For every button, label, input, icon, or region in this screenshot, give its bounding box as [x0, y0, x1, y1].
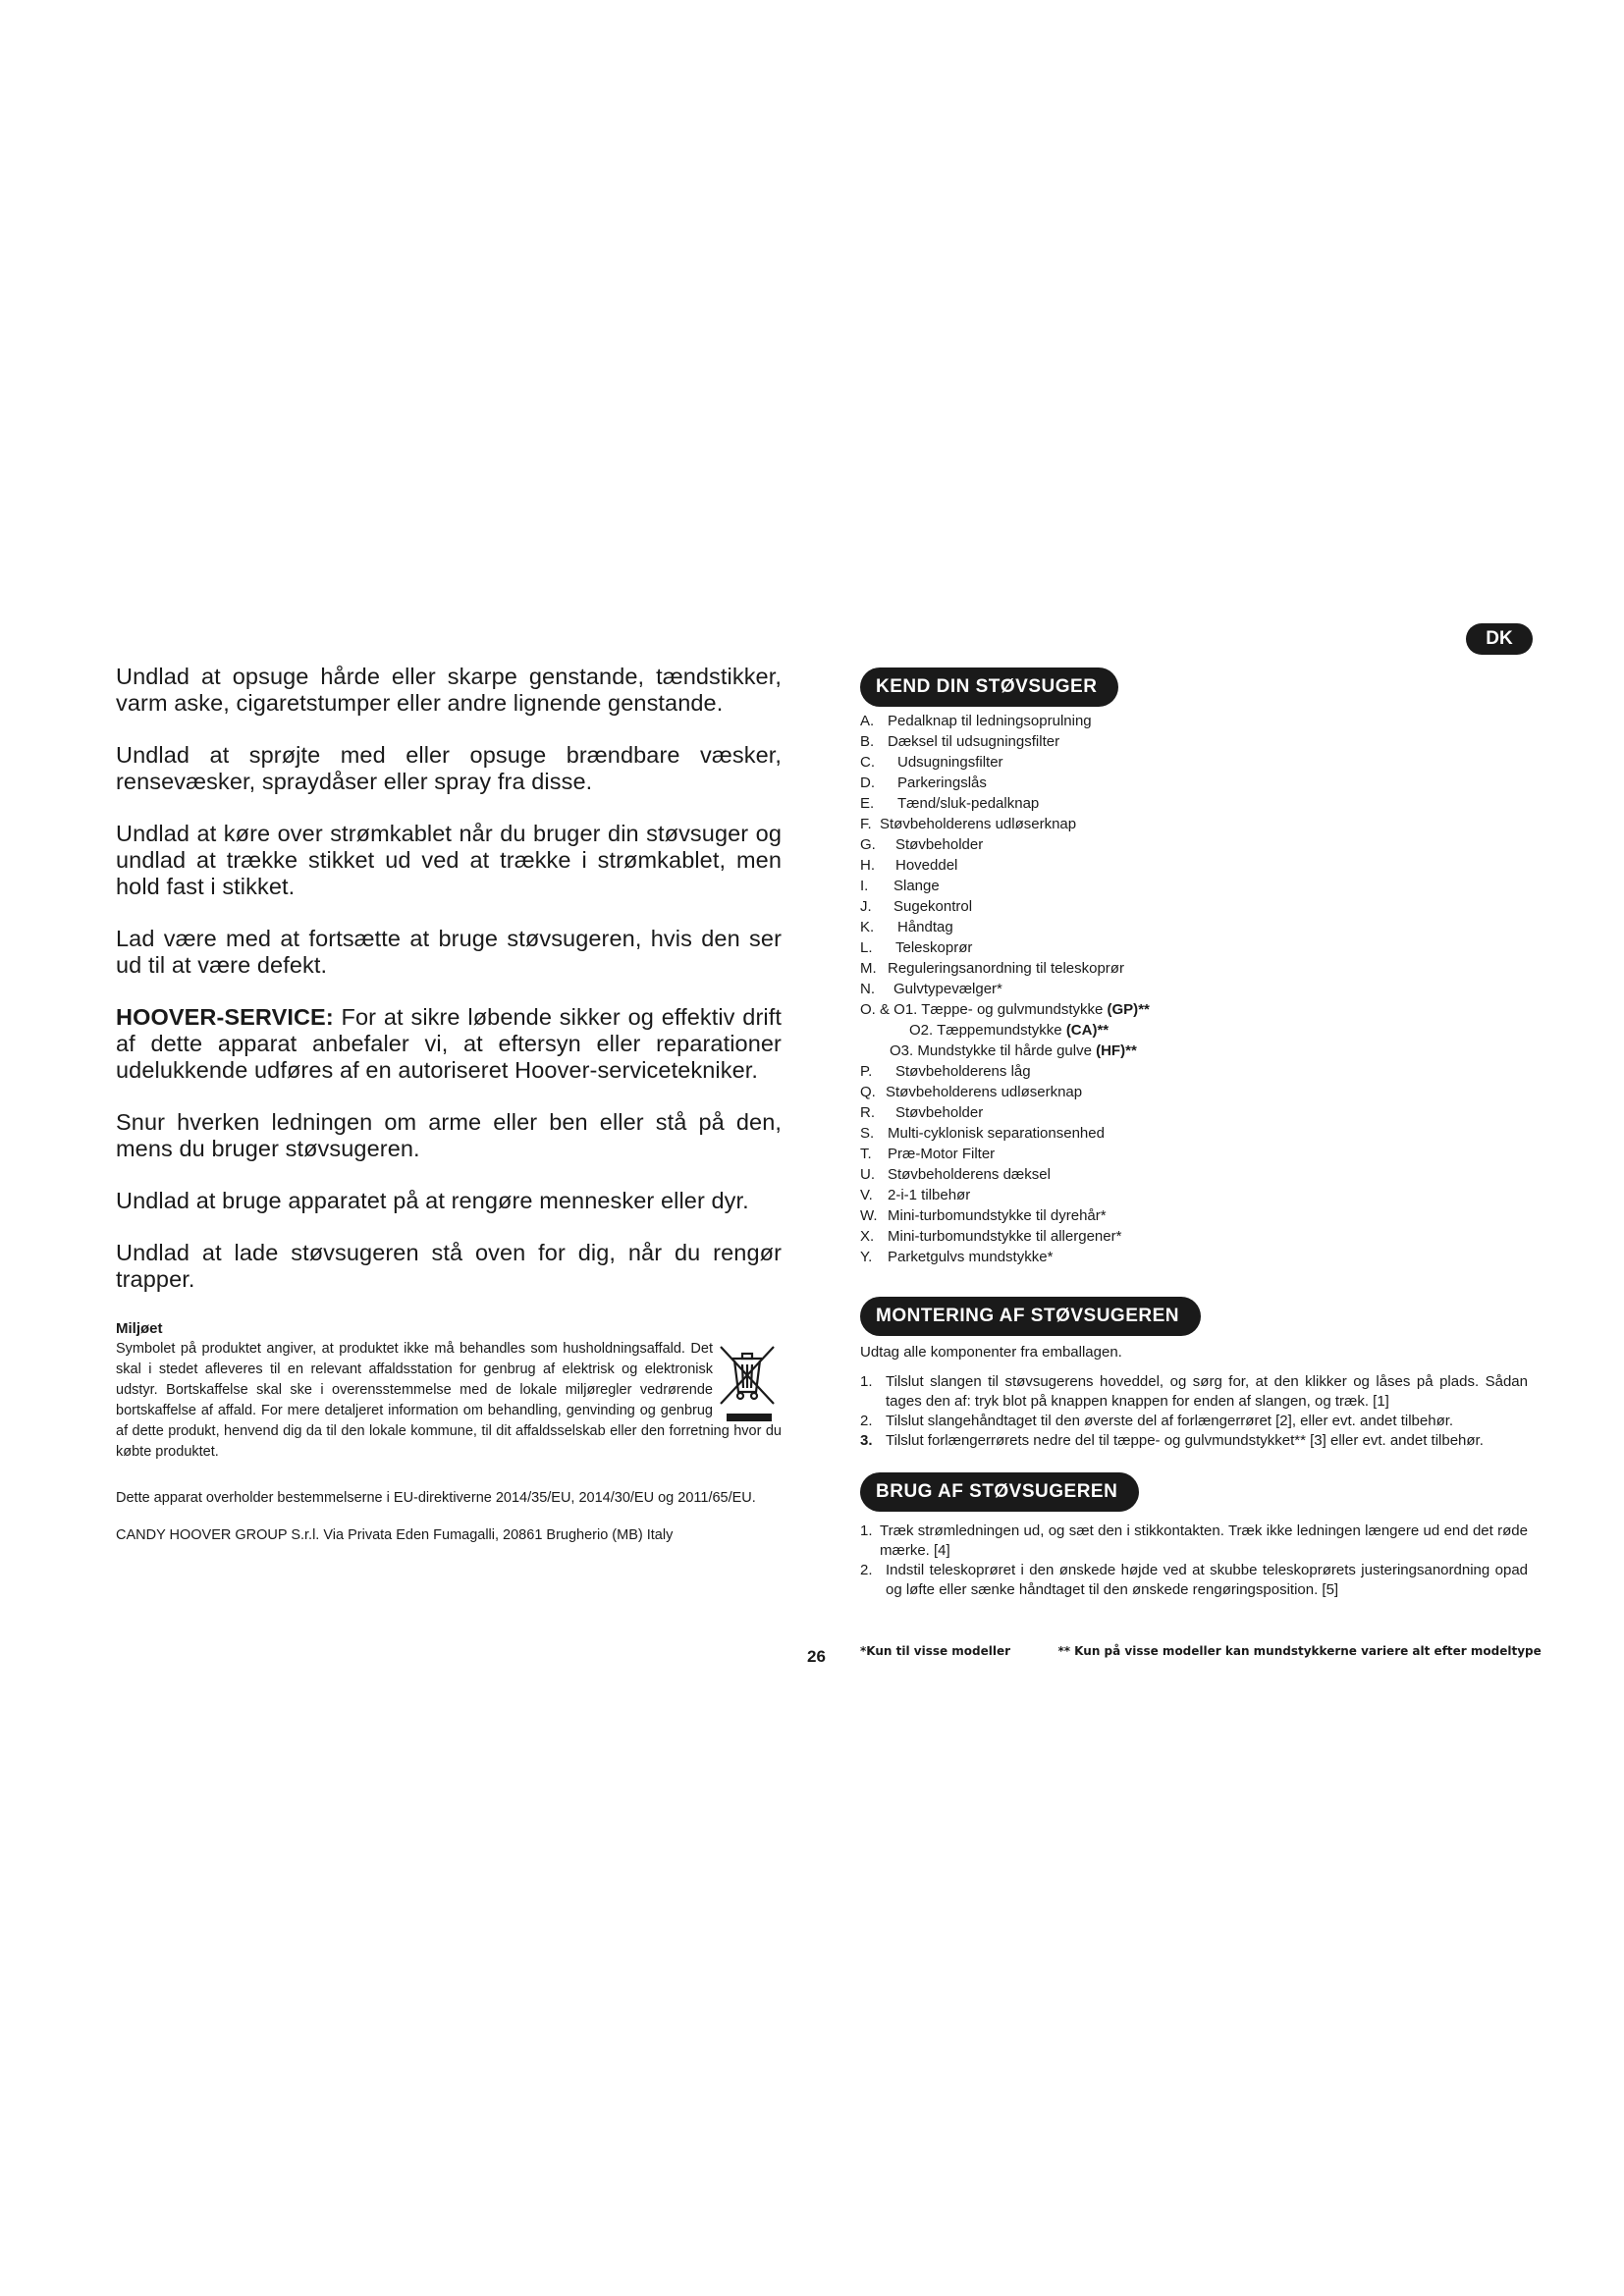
- list-item: X. Mini-turbomundstykke til allergener*: [860, 1228, 1122, 1245]
- list-item: R. Støvbeholder: [860, 1104, 984, 1121]
- section-header-know-your-vacuum: KEND DIN STØVSUGER: [860, 667, 1118, 707]
- list-item: S. Multi-cyklonisk separationsenhed: [860, 1125, 1105, 1142]
- list-item: B. Dæksel til udsugningsfilter: [860, 733, 1060, 750]
- usage-steps: [860, 1522, 1528, 1600]
- safety-paragraph: Undlad at sprøjte med eller opsuge brændbare væsker, rensevæsker, spraydåser eller spray fra disse.: [116, 742, 782, 794]
- page-number: 26: [807, 1647, 826, 1666]
- list-item: W. Mini-turbomundstykke til dyrehår*: [860, 1207, 1107, 1224]
- list-item: 2. Indstil teleskoprøret i den ønskede højde ved at skubbe teleskoprørets justeringsanordning opad og løfte eller sænke håndtaget til den ønskede rengøringsposition. [5]: [860, 1562, 1528, 1598]
- list-item: P. Støvbeholderens låg: [860, 1063, 1031, 1080]
- list-item: F. Støvbeholderens udløserknap: [860, 816, 1077, 832]
- safety-paragraph: Undlad at lade støvsugeren stå oven for dig, når du rengør trapper.: [116, 1240, 782, 1292]
- list-item: 3. Tilslut forlængerrørets nedre del til tæppe- og gulvmundstykket** [3] eller evt. andet tilbehør.: [860, 1432, 1484, 1449]
- list-item: K. Håndtag: [860, 919, 953, 935]
- footnote-nozzles: ** Kun på visse modeller kan mundstykkerne variere alt efter modeltype: [1057, 1644, 1542, 1658]
- list-item: G. Støvbeholder: [860, 836, 984, 853]
- list-item: N. Gulvtypevælger*: [860, 981, 1002, 997]
- footnote-models: *Kun til visse modeller: [860, 1644, 1011, 1658]
- list-item: I. Slange: [860, 878, 940, 894]
- safety-paragraph: Undlad at køre over strømkablet når du bruger din støvsuger og undlad at trække stikket ud ved at trække i strømkablet, men hold fast i stikket.: [116, 821, 782, 899]
- list-item: C. Udsugningsfilter: [860, 754, 1003, 771]
- service-paragraph: [116, 1004, 782, 1084]
- list-item: Y. Parketgulvs mundstykke*: [860, 1249, 1054, 1265]
- list-item: O2. Tæppemundstykke (CA)**: [909, 1022, 1110, 1039]
- service-text: For at sikre løbende sikker og effektiv drift af dette apparat anbefaler vi, at eftersyn eller reparationer udelukkende udføres af en autoriseret Hoover-servicetekniker.: [116, 1004, 782, 1083]
- environment-title: Miljøet: [116, 1320, 163, 1337]
- language-badge: DK: [1466, 623, 1533, 655]
- assembly-intro: Udtag alle komponenter fra emballagen.: [860, 1344, 1122, 1361]
- safety-paragraph: Undlad at bruge apparatet på at rengøre mennesker eller dyr.: [116, 1188, 749, 1213]
- environment-text: Symbolet på produktet angiver, at produktet ikke må behandles som husholdningsaffald. Det skal i stedet afleveres til en relevant affaldsstation for genbrug af elektrisk og elektronisk udstyr. Bortskaffelse skal ske i overensstemmelse med de lokale miljøregler vedrørende bortskaffelse af affald. For mere detaljeret information om behandling, genvinding og genbrug af dette produkt, henvend dig da til den lokale kommune, til dit affaldsselskab eller den forretning hvor du købte produktet.: [116, 1341, 782, 1460]
- list-item: L. Teleskoprør: [860, 939, 973, 956]
- list-item: T. Præ-Motor Filter: [860, 1146, 996, 1162]
- list-item: V. 2-i-1 tilbehør: [860, 1187, 971, 1203]
- company-address: CANDY HOOVER GROUP S.r.l. Via Privata Eden Fumagalli, 20861 Brugherio (MB) Italy: [116, 1527, 674, 1543]
- list-item: O. & O1. Tæppe- og gulvmundstykke (GP)**: [860, 1001, 1150, 1018]
- list-item: E. Tænd/sluk-pedalknap: [860, 795, 1040, 812]
- list-item: O3. Mundstykke til hårde gulve (HF)**: [890, 1042, 1137, 1059]
- list-item: D. Parkeringslås: [860, 774, 987, 791]
- list-item: A. Pedalknap til ledningsoprulning: [860, 713, 1092, 729]
- safety-paragraph: Undlad at opsuge hårde eller skarpe genstande, tændstikker, varm aske, cigaretstumper eller andre lignende genstande.: [116, 664, 782, 716]
- parts-list: [860, 711, 1528, 1267]
- list-item: 1. Tilslut slangen til støvsugerens hoveddel, og sørg for, at den klikker og låses på plads. Sådan tages den af: tryk blot på knappen knappen for enden af slangen, og træk. [1]: [860, 1373, 1528, 1410]
- list-item: U. Støvbeholderens dæksel: [860, 1166, 1051, 1183]
- environment-section: [116, 1320, 782, 1463]
- list-item: 1. Træk strømledningen ud, og sæt den i stikkontakten. Træk ikke ledningen længere ud end det røde mærke. [4]: [860, 1522, 1528, 1559]
- safety-column: [116, 664, 782, 1543]
- list-item: Q. Støvbeholderens udløserknap: [860, 1084, 1083, 1100]
- list-item: H. Hoveddel: [860, 857, 958, 874]
- section-header-assembly: MONTERING AF STØVSUGEREN: [860, 1297, 1201, 1336]
- instructions-column: [860, 667, 1528, 1600]
- safety-paragraph: Snur hverken ledningen om arme eller ben eller stå på den, mens du bruger støvsugeren.: [116, 1109, 782, 1161]
- safety-paragraph: Lad være med at fortsætte at bruge støvsugeren, hvis den ser ud til at være defekt.: [116, 926, 782, 978]
- eu-directive-text: Dette apparat overholder bestemmelserne i EU-direktiverne 2014/35/EU, 2014/30/EU og 2011/65/EU.: [116, 1490, 756, 1506]
- list-item: J. Sugekontrol: [860, 898, 973, 915]
- section-header-usage: BRUG AF STØVSUGEREN: [860, 1472, 1139, 1512]
- list-item: M. Reguleringsanordning til teleskoprør: [860, 960, 1124, 977]
- list-item: 2. Tilslut slangehåndtaget til den øverste del af forlængerrøret [2], eller evt. andet tilbehør.: [860, 1413, 1454, 1429]
- footnotes: [860, 1644, 1542, 1658]
- weee-bin-icon: [717, 1345, 778, 1431]
- service-label: HOOVER-SERVICE:: [116, 1004, 334, 1030]
- assembly-steps: [860, 1372, 1528, 1451]
